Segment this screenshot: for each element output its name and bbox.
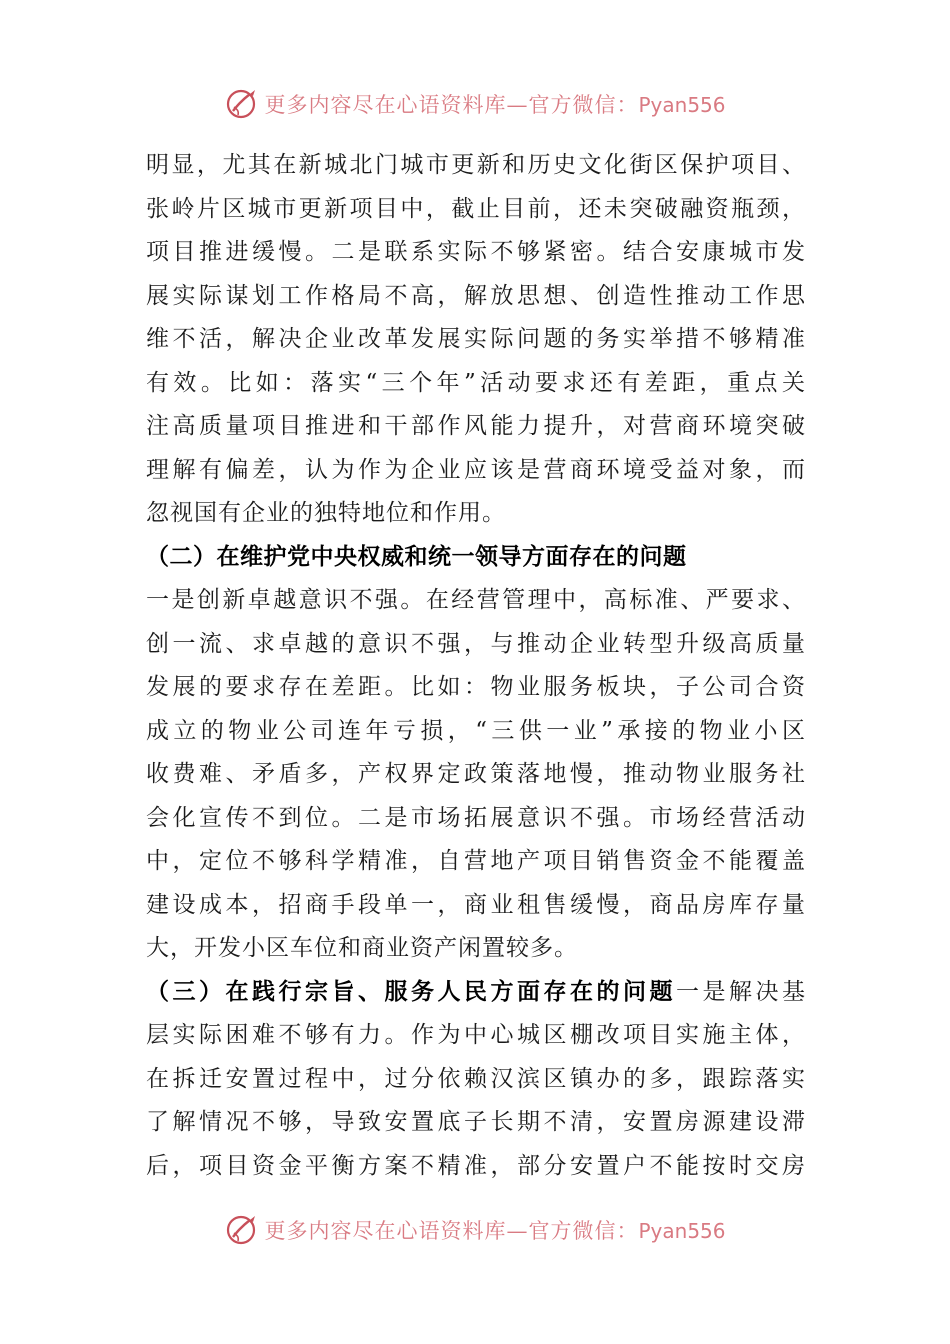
body-line: 中，定位不够科学精准，自营地产项目销售资金不能覆盖: [146, 848, 806, 874]
body-line: 了解情况不够，导致安置底子长期不清，安置房源建设滞: [146, 1109, 806, 1135]
body-line: 在拆迁安置过程中，过分依赖汉滨区镇办的多，跟踪落实: [146, 1065, 806, 1092]
pen-logo-icon: [224, 86, 260, 122]
section-heading-3-line: [146, 971, 806, 1015]
header-banner-text: [264, 89, 725, 119]
body-line: 创一流、求卓越的意识不强，与推动企业转型升级高质量: [146, 630, 806, 657]
body-line: 后，项目资金平衡方案不精准，部分安置户不能按时交房: [146, 1152, 806, 1179]
body-line: 有效。比如：落实“三个年”活动要求还有差距，重点关: [146, 369, 806, 396]
body-line: 成立的物业公司连年亏损，“三供一业”承接的物业小区: [146, 717, 806, 744]
footer-banner-text: [264, 1215, 725, 1245]
body-line: 建设成本，招商手段单一，商业租售缓慢，商品房库存量: [146, 891, 806, 918]
body-line: 维不活，解决企业改革发展实际问题的务实举措不够精准: [146, 326, 806, 352]
body-line: 张岭片区城市更新项目中，截止目前，还未突破融资瓶颈，: [146, 195, 806, 222]
body-line: 项目推进缓慢。二是联系实际不够紧密。结合安康城市发: [146, 239, 806, 265]
body-line: 忽视国有企业的独特地位和作用。: [146, 500, 506, 526]
body-line: 发展的要求存在差距。比如：物业服务板块，子公司合资: [146, 674, 806, 700]
footer-wechat-id: Pyan556: [638, 1219, 726, 1243]
pen-logo-icon: [224, 1212, 260, 1248]
body-line: 层实际困难不够有力。作为中心城区棚改项目实施主体，: [146, 1022, 806, 1048]
body-line: 收费难、矛盾多，产权界定政策落地慢，推动物业服务社: [146, 761, 806, 787]
body-line: 明显，尤其在新城北门城市更新和历史文化街区保护项目、: [146, 152, 806, 178]
body-line: 注高质量项目推进和干部作风能力提升，对营商环境突破: [146, 413, 806, 439]
header-watermark: [0, 84, 950, 124]
footer-watermark: [0, 1210, 950, 1250]
section-heading-2: （二）在维护党中央权威和统一领导方面存在的问题: [146, 543, 687, 570]
header-wechat-id: Pyan556: [638, 93, 726, 117]
body-line: 大，开发小区车位和商业资产闲置较多。: [146, 935, 578, 961]
document-body: [146, 144, 806, 1188]
header-banner-label: 更多内容尽在心语资料库—官方微信：: [264, 93, 639, 117]
body-line: 理解有偏差，认为作为企业应该是营商环境受益对象，而: [146, 456, 806, 483]
section-heading-3-tail: 一是解决基: [676, 978, 806, 1005]
body-line: 会化宣传不到位。二是市场拓展意识不强。市场经营活动: [146, 804, 806, 831]
section-heading-3: （三）在践行宗旨、服务人民方面存在的问题: [146, 978, 676, 1005]
body-line: 展实际谋划工作格局不高，解放思想、创造性推动工作思: [146, 282, 806, 309]
body-line: 一是创新卓越意识不强。在经营管理中，高标准、严要求、: [146, 587, 806, 613]
footer-banner-label: 更多内容尽在心语资料库—官方微信：: [264, 1219, 639, 1243]
